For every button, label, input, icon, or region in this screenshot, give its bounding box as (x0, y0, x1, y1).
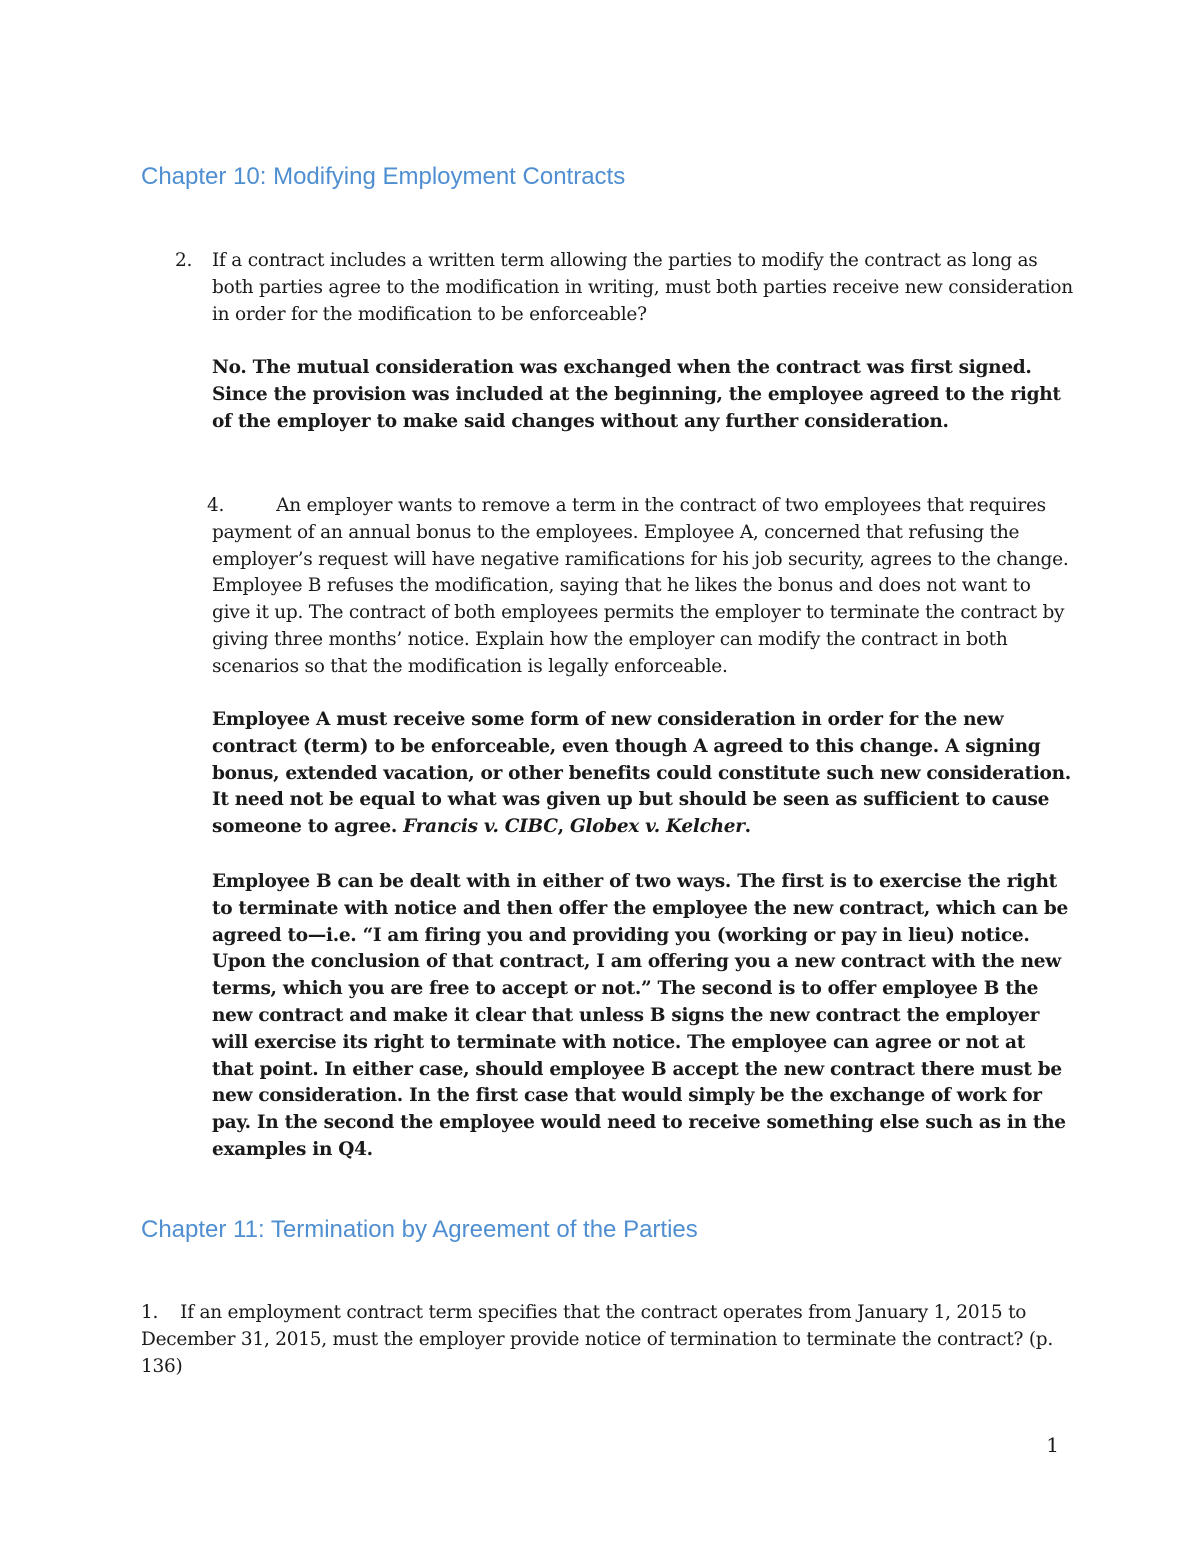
answer-4-employee-a (212, 707, 1072, 841)
question-4 (207, 493, 1072, 681)
question-4-number: 4. (207, 495, 225, 516)
question-4-body (207, 493, 1072, 681)
question-2-text: If a contract includes a written term allowing the parties to modify the contract as long as both parties agree to the modification in writing, must both parties receive new consideration in order for the modification to be enforceable? (212, 250, 1073, 325)
citation-separator: , (557, 816, 570, 838)
chapter-11-question-1-text: If an employment contract term specifies that the contract operates from January 1, 2015 to December 31, 2015, must the employer provide notice of termination to terminate the contract? (p. 136) (141, 1302, 1054, 1377)
case-citation-globex: Globex v. Kelcher (569, 816, 745, 838)
chapter-11-heading: Chapter 11: Termination by Agreement of the Parties (141, 1216, 698, 1243)
chapter-10-heading: Chapter 10: Modifying Employment Contracts (141, 163, 626, 190)
question-2-number: 2. (175, 250, 193, 271)
citation-end: . (744, 816, 751, 838)
answer-4-employee-b: Employee B can be dealt with in either of two ways. The first is to exercise the right to terminate with notice and then offer the employee the new contract, which can be agreed to—i.e. “I am firing you and providing you (working or pay in lieu) notice. Upon the conclusion of that contract, I am offering you a new contract with the new terms, which you are free to accept or not.” The second is to offer employee B the new contract and make it clear that unless B signs the new contract the employer will exercise its right to terminate with notice. The employee can agree or not at that point. In either case, should employee B accept the new contract there must be new consideration. In the first case that would simply be the exchange of work for pay. In the second the employee would need to receive something else such as in the examples in Q4. (212, 871, 1069, 1160)
answer-4-employee-a-text: Employee A must receive some form of new consideration in order for the new contract (term) to be enforceable, even though A agreed to this change. A signing bonus, extended vacation, or other benefits could constitute such new consideration. It need not be equal to what was given up but should be seen as sufficient to cause someone to agree. (212, 709, 1071, 838)
page-number: 1 (1046, 1433, 1059, 1457)
answer-2: No. The mutual consideration was exchanged when the contract was first signed. Since the provision was included at the beginning, the employee agreed to the right of the employer to make said changes without any further consideration. (212, 357, 1061, 432)
chapter-11-question-1-number: 1. (141, 1302, 159, 1323)
question-2 (175, 248, 1075, 328)
case-citation-francis: Francis v. CIBC (403, 816, 558, 838)
chapter-11-question-1 (141, 1300, 1061, 1380)
question-4-text: An employer wants to remove a term in the contract of two employees that requires payment of an annual bonus to the employees. Employee A, concerned that refusing the employer’s request will have negative ramifications for his job security, agrees to the change. Employee B refuses the modification, saying that he likes the bonus and does not want to give it up. The contract of both employees permits the employer to terminate the contract by giving three months’ notice. Explain how the employer can modify the contract in both scenarios so that the modification is legally enforceable. (212, 495, 1069, 677)
